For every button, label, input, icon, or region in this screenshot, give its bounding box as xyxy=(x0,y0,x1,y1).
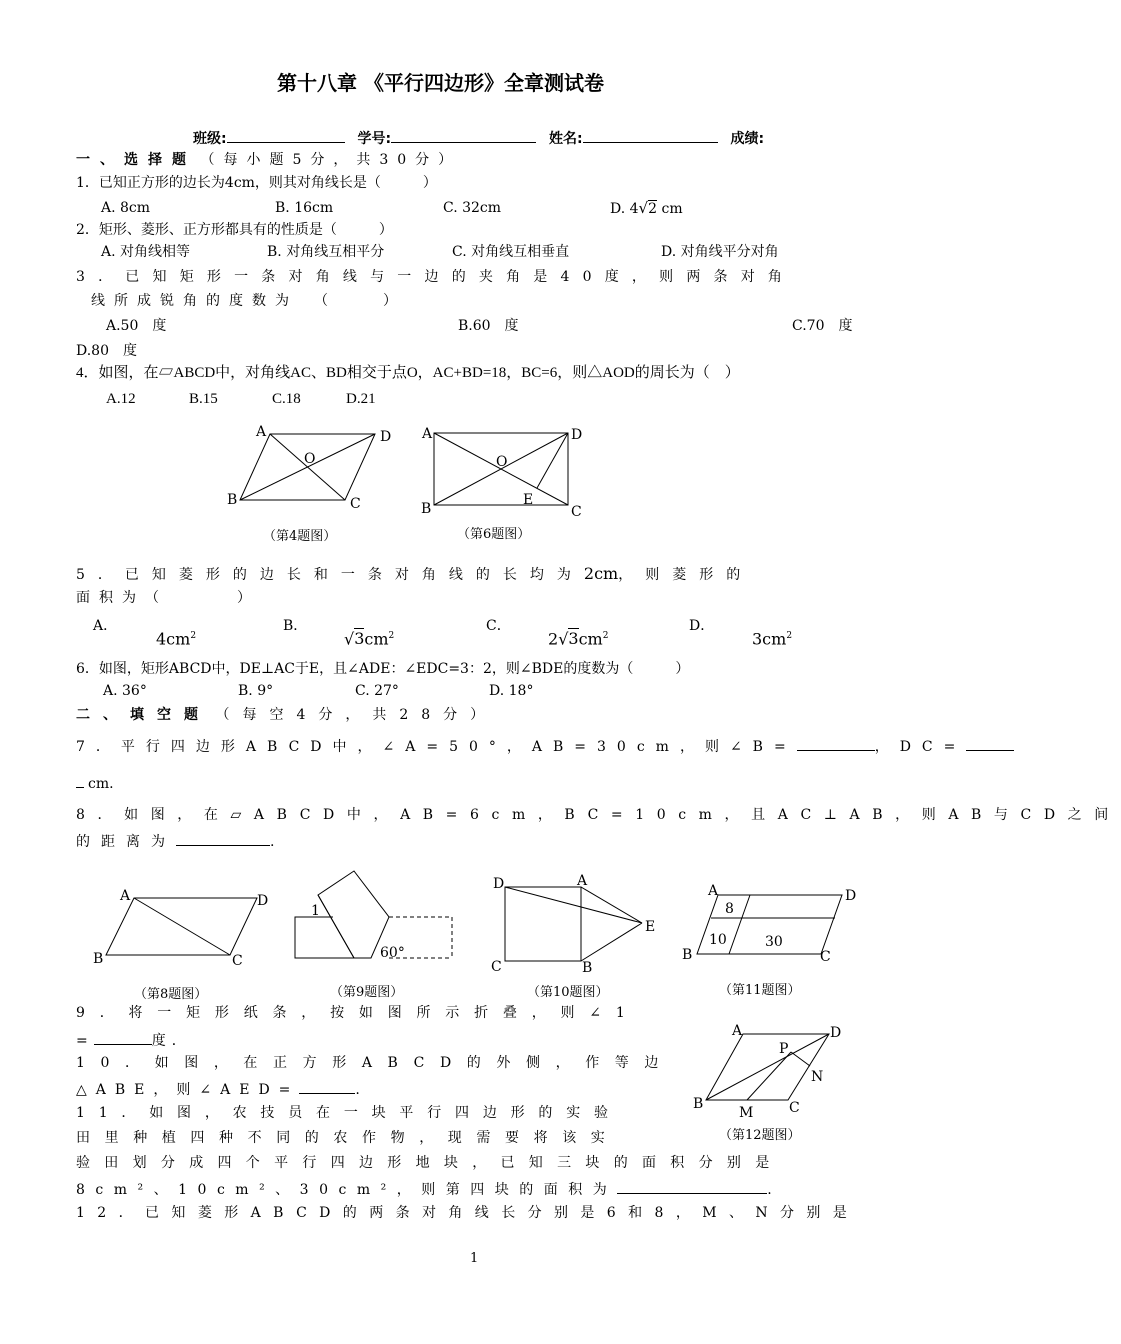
q6-option-b: B. 9° xyxy=(238,683,274,699)
class-label: 班级: xyxy=(193,131,227,147)
q4-option-a: A.12 xyxy=(106,391,136,407)
q5-c-coef: 2 xyxy=(548,629,559,649)
q2-option-a: A. 对角线相等 xyxy=(101,244,191,260)
q11-blank[interactable] xyxy=(617,1179,767,1194)
score-label: 成绩: xyxy=(730,131,765,147)
q3-line2: 线所成锐角的度数为 （ ） xyxy=(91,293,406,309)
q5-line1-text: 5．已知菱形的边长和一条对角线的长均为 xyxy=(76,567,584,583)
q5-value: 2cm xyxy=(583,564,619,583)
q11-line2: 田里种植四种不同的农作物，现需要将该实 xyxy=(76,1130,620,1146)
q4-option-b: B.15 xyxy=(189,391,218,407)
q9-line1: 9．将一矩形纸条，按如图所示折叠，则∠1 xyxy=(76,1005,640,1021)
fig9-angle-60: 60° xyxy=(380,945,405,961)
name-label: 姓名: xyxy=(548,131,583,147)
fig11-area-10: 10 xyxy=(709,932,727,948)
q3-option-b: B.60 度 xyxy=(458,318,519,334)
q8-line1: 8．如图，在▱ABCD中，AB=6cm，BC=10cm，且AC⊥AB，则AB与CD之间 xyxy=(76,807,1121,823)
q3-line1: 3．已知矩形一条对角线与一边的夹角是40度，则两条对角 xyxy=(76,269,796,285)
q5-d-sup: 2 xyxy=(786,631,793,641)
fig6-label-a: A xyxy=(422,426,433,442)
fig4-label-d: D xyxy=(380,429,392,445)
q4-stem: 4．如图，在▱ABCD中，对角线AC、BD相交于点O，AC+BD=18，BC=6，则△AOD的周长为（ ） xyxy=(76,365,740,381)
fig11-area-30: 30 xyxy=(765,934,783,950)
q5-option-c: $2√3cm^2$ xyxy=(548,629,609,649)
q3-option-d: D.80 度 xyxy=(76,343,137,359)
q7-blank-dc[interactable] xyxy=(966,736,1014,751)
fig12-label-d: D xyxy=(830,1025,842,1041)
fig6-label-c: C xyxy=(571,504,582,520)
q5-a-value: 4cm xyxy=(156,629,191,649)
q1-stem: 1．已知正方形的边长为4cm，则其对角线长是（ ） xyxy=(76,175,437,191)
q4-option-c: C.18 xyxy=(272,391,301,407)
fig8-caption: （第8题图） xyxy=(134,987,208,1002)
fig6-label-o: O xyxy=(496,454,508,470)
fig12-label-p: P xyxy=(779,1041,789,1057)
q5-option-a-label: A． xyxy=(93,618,118,634)
q6-option-a: A. 36° xyxy=(103,683,147,699)
q5-option-b: $√3cm^2$ xyxy=(344,629,395,649)
q5-a-sup: 2 xyxy=(190,631,197,641)
q11-line1: 11．如图，农技员在一块平行四边形的实验 xyxy=(76,1105,622,1121)
fig8-label-c: C xyxy=(232,953,243,969)
q8-end: . xyxy=(270,834,275,850)
q5-b-sup: 2 xyxy=(388,631,395,641)
fig10-label-d: D xyxy=(493,876,505,892)
fig6-label-e: E xyxy=(523,492,534,508)
fig6-label-b: B xyxy=(421,501,432,517)
q6-stem: 6．如图，矩形ABCD中，DE⊥AC于E，且∠ADE：∠EDC=3：2，则∠BDE的度数为（ ） xyxy=(76,661,690,677)
q5-d-value: 3cm xyxy=(752,629,787,649)
fig12-segment-mp xyxy=(747,1052,791,1100)
q9-unit: 度． xyxy=(151,1033,192,1049)
q5-c-unit: cm xyxy=(578,629,603,649)
fig11-label-b: B xyxy=(682,947,693,963)
fig12-label-a: A xyxy=(732,1023,743,1039)
fig12-segment-pn xyxy=(791,1052,810,1066)
fig12-label-n: N xyxy=(811,1069,824,1085)
fig9-angle-1: 1 xyxy=(311,903,320,919)
section2-title: 二、填空题 xyxy=(76,707,211,723)
q5-line1-end: ，则菱形的 xyxy=(618,567,754,583)
fig8-label-d: D xyxy=(257,893,269,909)
fig4-label-b: B xyxy=(227,492,238,508)
q9-eq: = xyxy=(76,1033,88,1049)
q2-option-b: B. 对角线互相平分 xyxy=(267,244,385,260)
fig10-label-a: A xyxy=(577,873,588,889)
page-title: 第十八章 《平行四边形》全章测试卷 xyxy=(277,71,604,95)
q11-line3: 验田划分成四个平行四边形地块，已知三块的面积分别是 xyxy=(76,1155,784,1171)
fig9-caption: （第9题图） xyxy=(330,985,404,1000)
q1-option-d: D. 4√2 cm xyxy=(610,199,683,217)
q6-option-c: C. 27° xyxy=(355,683,399,699)
q10-text: △ABE，则∠AED= xyxy=(76,1082,300,1098)
fig10-label-e: E xyxy=(645,919,656,935)
q10-line1: 10．如图，在正方形ABCD的外侧，作等边 xyxy=(76,1055,675,1071)
section1-note: （每小题5分，共30分） xyxy=(200,152,462,168)
q2-option-c: C. 对角线互相垂直 xyxy=(452,244,570,260)
q12-line1: 12．已知菱形ABCD的两条对角线长分别是6和8，M、N分别是 xyxy=(76,1205,860,1221)
fig6-label-d: D xyxy=(571,427,583,443)
q5-line2: 面积为（ ） xyxy=(76,590,260,606)
q1-d-radicand: 2 xyxy=(648,201,658,217)
q3-option-c: C.70 度 xyxy=(792,318,853,334)
q11-end: . xyxy=(767,1182,772,1198)
q5-c-radicand: 3 xyxy=(568,629,579,649)
fig11-label-a: A xyxy=(708,883,719,899)
fig11-label-d: D xyxy=(845,888,857,904)
q3-option-a: A.50 度 xyxy=(106,318,167,334)
fig12-label-m: M xyxy=(739,1105,754,1121)
q1-option-b: B. 16cm xyxy=(275,200,334,216)
q5-option-b-label: B． xyxy=(283,618,308,634)
fig11-caption: （第11题图） xyxy=(719,983,801,998)
fig11-label-c: C xyxy=(820,949,831,965)
q5-b-radicand: 3 xyxy=(354,629,365,649)
q6-option-d: D. 18° xyxy=(489,683,534,699)
q10-end: . xyxy=(355,1082,360,1098)
fig11-area-8: 8 xyxy=(725,901,734,917)
fig10-label-b: B xyxy=(582,960,593,976)
fig12-caption: （第12题图） xyxy=(719,1128,801,1143)
fig10-label-c: C xyxy=(491,959,502,975)
id-label: 学号: xyxy=(357,131,392,147)
fig8-label-b: B xyxy=(93,951,104,967)
q5-b-unit: cm xyxy=(364,629,389,649)
fig12-label-b: B xyxy=(693,1096,704,1112)
q5-option-c-label: C． xyxy=(486,618,511,634)
fig8-label-a: A xyxy=(120,888,131,904)
q1-option-a: A. 8cm xyxy=(101,200,151,216)
section1-title: 一、选择题 xyxy=(76,152,196,168)
fig4-label-c: C xyxy=(350,496,361,512)
q4-option-d: D.21 xyxy=(346,391,376,407)
section2-note: （每空4分，共28分） xyxy=(215,707,498,723)
q1-d-unit: cm xyxy=(657,201,683,217)
q5-c-sup: 2 xyxy=(602,631,609,641)
q1-d-coef: D. 4 xyxy=(610,201,639,217)
q7-text-b: ，DC= xyxy=(874,739,967,755)
fig4-caption: （第4题图） xyxy=(263,529,337,544)
page-number: 1 xyxy=(470,1251,479,1266)
q2-option-d: D. 对角线平分对角 xyxy=(661,244,779,260)
q2-stem: 2．矩形、菱形、正方形都具有的性质是（ ） xyxy=(76,222,393,238)
q11-line4 xyxy=(76,1179,772,1199)
q1-option-c: C. 32cm xyxy=(443,200,502,216)
q11-text: 8cm²、10cm²、30cm²，则第四块的面积为 xyxy=(76,1182,618,1198)
q5-option-d-label: D． xyxy=(689,618,715,634)
q7-text-a: 7．平行四边形ABCD中，∠A=50°，AB=30cm，则∠B= xyxy=(76,739,797,755)
q7-unit: cm. xyxy=(88,776,114,792)
fig10-caption: （第10题图） xyxy=(527,985,609,1000)
q8-text: 的距离为 xyxy=(76,834,176,850)
fig6-caption: （第6题图） xyxy=(457,527,531,542)
fig12-label-c: C xyxy=(789,1100,800,1116)
fig4-label-a: A xyxy=(256,424,267,440)
fig4-label-o: O xyxy=(304,451,316,467)
